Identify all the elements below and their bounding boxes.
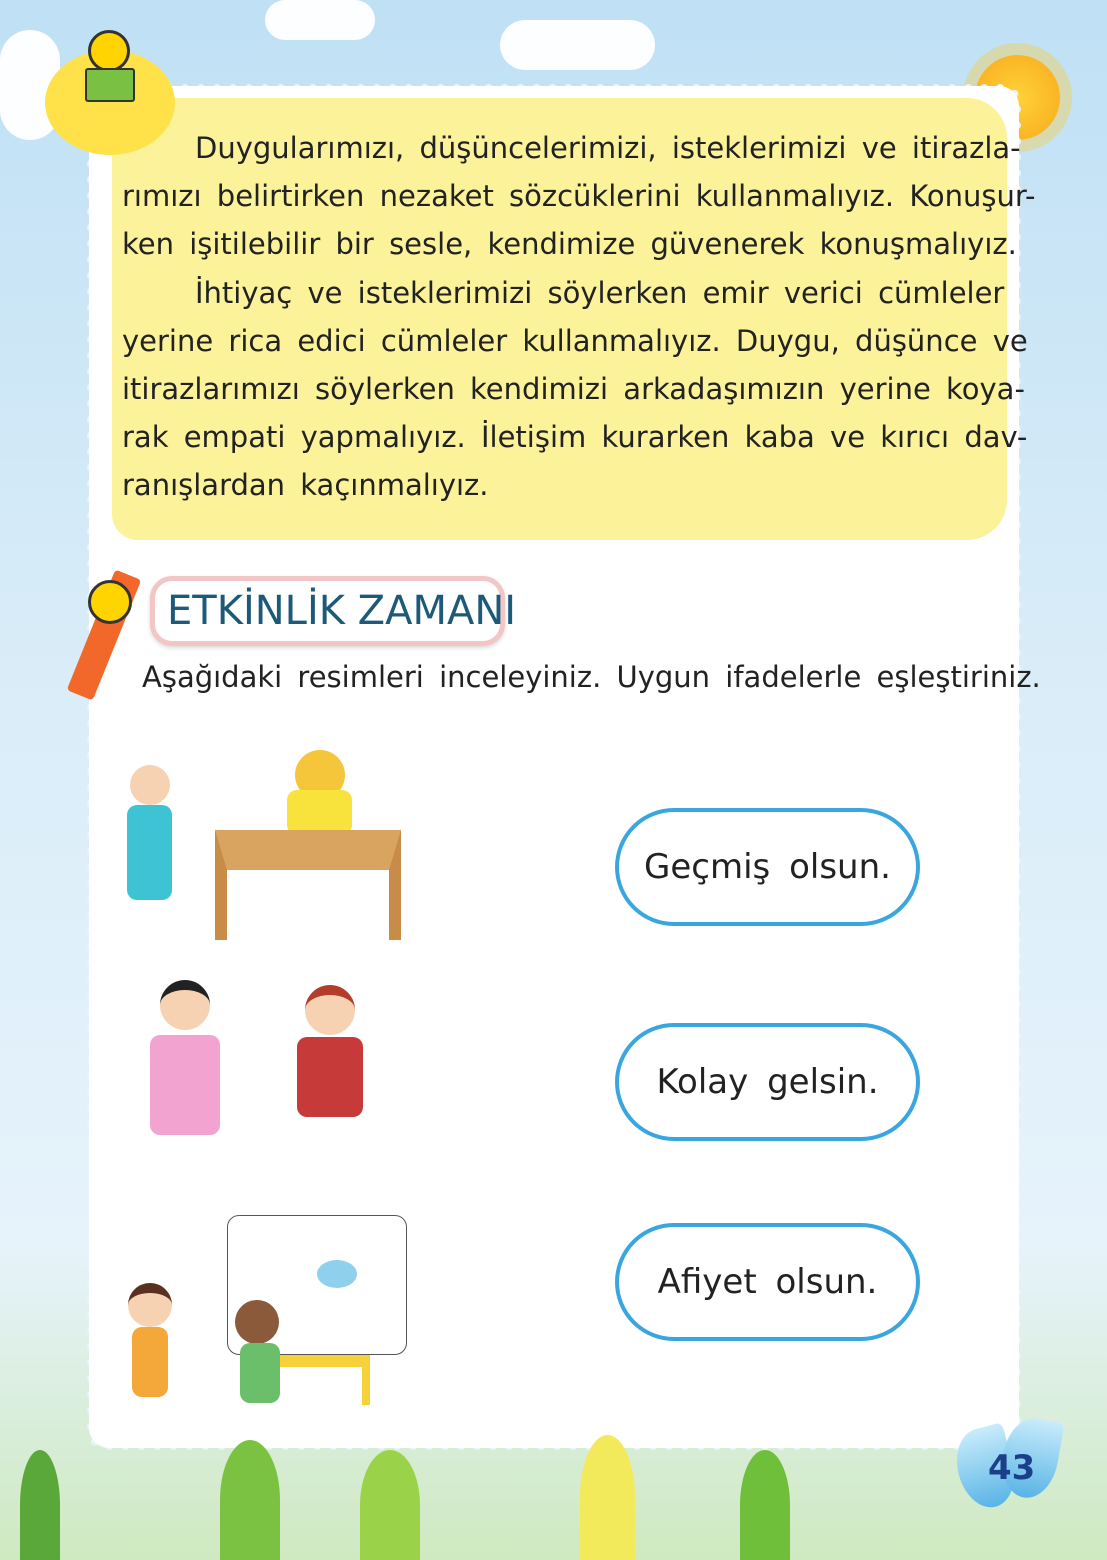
phrase-cloud-2[interactable] — [615, 1023, 920, 1141]
sky-cloud — [500, 20, 655, 70]
bee-reading-illustration — [88, 30, 130, 72]
scene-eating — [115, 745, 410, 945]
phrase-text: Geçmiş olsun. — [644, 847, 891, 887]
info-paragraph — [122, 124, 1036, 510]
page-number: 43 — [988, 1448, 1036, 1488]
girl-illustration — [130, 765, 170, 805]
book-icon — [85, 68, 135, 102]
grass-illustration — [20, 1450, 60, 1560]
injured-girl-body — [297, 1037, 363, 1117]
girl-illustration — [128, 1283, 172, 1327]
girl-dress — [150, 1035, 220, 1135]
boy-shirt — [287, 790, 352, 835]
girl-body — [132, 1327, 168, 1397]
tulip-illustration — [360, 1450, 420, 1560]
paragraph-line: İhtiyaç ve isteklerimizi söylerken emir verici cümleler — [195, 275, 1005, 310]
paragraph-line: rımızı belirtirken nezaket sözcüklerini kullanmalıyız. Konuşur- — [122, 179, 1036, 214]
paint-cloud — [317, 1260, 357, 1288]
tulip-illustration — [580, 1435, 635, 1560]
paragraph-line: rak empati yapmalıyız. İletişim kurarken kaba ve kırıcı dav- — [122, 420, 1028, 455]
paragraph-line: itirazlarımızı söylerken kendimizi arkadaşımızın yerine koya- — [122, 371, 1025, 406]
scene-painting — [120, 1195, 415, 1435]
paint-table — [280, 1355, 370, 1405]
activity-title: ETKİNLİK ZAMANI — [167, 588, 517, 634]
page-number-butterfly — [958, 1418, 1062, 1510]
paragraph-line: yerine rica edici cümleler kullanmalıyız. Duygu, düşünce ve — [122, 323, 1028, 358]
table-illustration — [215, 830, 401, 940]
boy-body — [240, 1343, 280, 1403]
sky-cloud — [265, 0, 375, 40]
phrase-text: Afiyet olsun. — [657, 1262, 878, 1302]
activity-instruction: Aşağıdaki resimleri inceleyiniz. Uygun ifadelerle eşleştiriniz. — [142, 660, 1041, 694]
boy-illustration — [235, 1300, 279, 1344]
bee-illustration — [88, 580, 132, 624]
scene-injured-friend — [135, 975, 375, 1170]
paragraph-line: Duygularımızı, düşüncelerimizi, isteklerimizi ve itirazla- — [195, 131, 1021, 165]
phrase-text: Kolay gelsin. — [656, 1062, 879, 1102]
phrase-cloud-1[interactable] — [615, 808, 920, 926]
paragraph-line: ken işitilebilir bir sesle, kendimize güvenerek konuşmalıyız. — [122, 227, 1017, 262]
tulip-illustration — [220, 1440, 280, 1560]
phrase-cloud-3[interactable] — [615, 1223, 920, 1341]
girl-illustration — [160, 980, 210, 1030]
paragraph-line: ranışlardan kaçınmalıyız. — [122, 468, 489, 503]
grass-illustration — [740, 1450, 790, 1560]
girl-dress — [127, 805, 172, 900]
injured-girl-illustration — [305, 985, 355, 1035]
